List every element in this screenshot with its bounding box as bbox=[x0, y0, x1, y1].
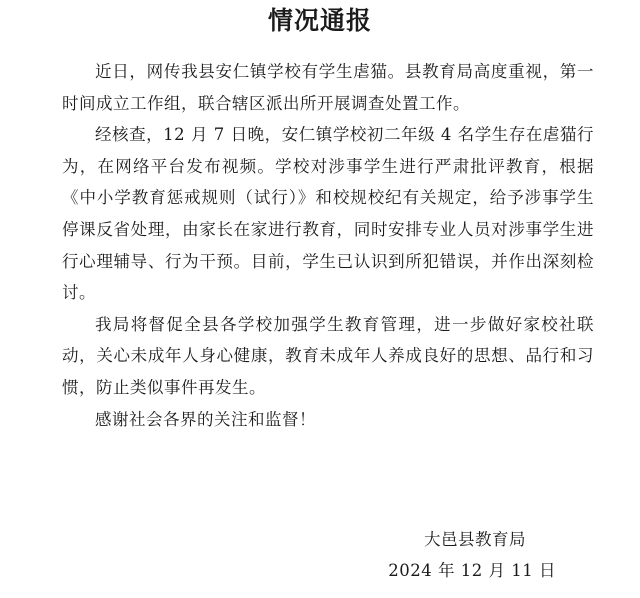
paragraph-1: 近日，网传我县安仁镇学校有学生虐猫。县教育局高度重视，第一时间成立工作组，联合辖区派出所开展调查处置工作。 bbox=[62, 62, 594, 113]
document-title: 情况通报 bbox=[267, 6, 372, 35]
paragraph-4: 感谢社会各界的关注和监督！ bbox=[95, 409, 316, 429]
paragraph-2: 经核查，12 月 7 日晚，安仁镇学校初二年级 4 名学生存在虐猫行为，在网络平台发布视频。学校对涉事学生进行严肃批评教育，根据《中小学教育惩戒规则（试行）》和校规校纪有关规定，给予涉事学生停课反省处理，由家长在家进行教育，同时安排专业人员对涉事学生进行心理辅导、行为干预。目前，学生已认识到所犯错误，并作出深刻检讨。 bbox=[62, 125, 594, 303]
paragraph-3: 我局将督促全县各学校加强学生教育管理，进一步做好家校社联动，关心未成年人身心健康，教育未成年人养成良好的思想、品行和习惯，防止类似事件再发生。 bbox=[62, 314, 594, 397]
document-body bbox=[62, 56, 594, 435]
issuing-organization: 大邑县教育局 bbox=[424, 530, 526, 549]
signature-block bbox=[388, 524, 556, 586]
issue-date: 2024 年 12 月 11 日 bbox=[388, 561, 556, 580]
